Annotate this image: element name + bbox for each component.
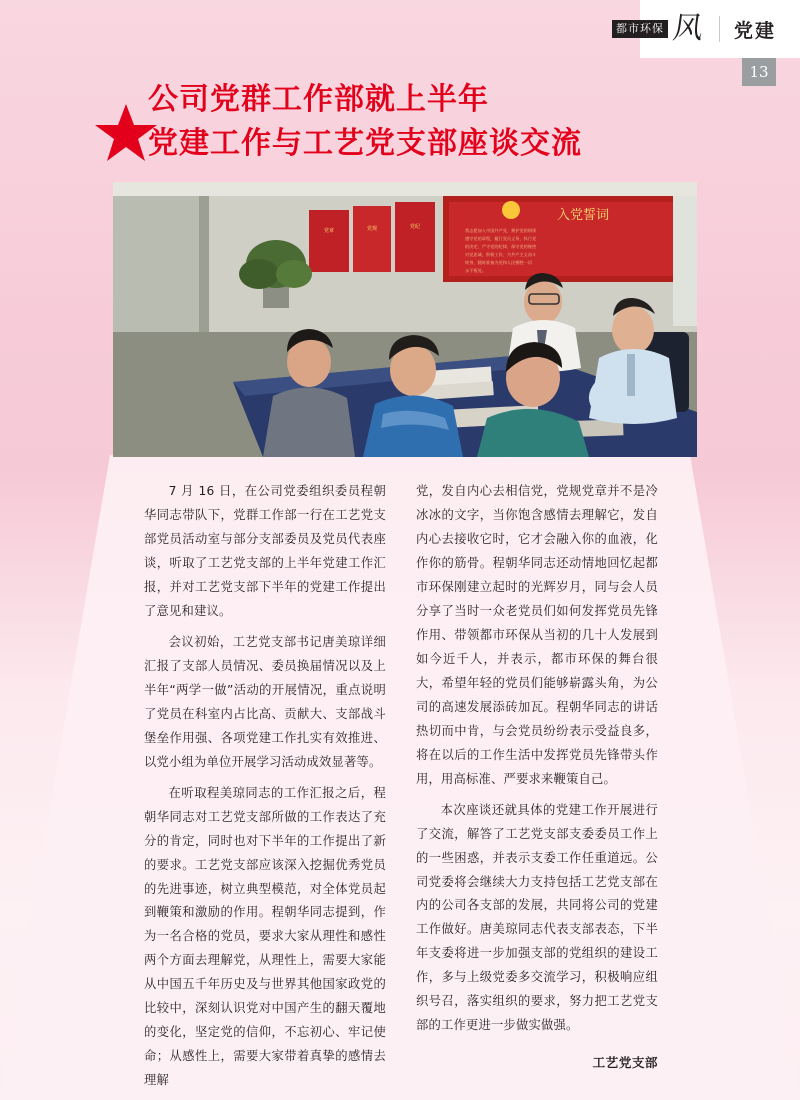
masthead-logo-icon: 风 — [670, 11, 706, 46]
article-photo — [113, 182, 697, 457]
svg-text:入党誓词: 入党誓词 — [556, 208, 610, 223]
masthead — [612, 11, 706, 46]
paragraph: 7 月 16 日，在公司党委组织委员程朝华同志带队下，党群工作部一行在工艺党支部党员活动室与部分支部委员及党员代表座谈，听取了工艺党支部的上半年党建工作汇报，并对工艺党支部下半年的党建工作提出了意见和建议。 — [144, 484, 386, 618]
page-number-badge: 13 — [742, 58, 776, 86]
article-title-line1: 公司党群工作部就上半年 — [148, 82, 489, 117]
svg-text:对党忠诚，积极工作，为共产主义奋斗: 对党忠诚，积极工作，为共产主义奋斗 — [465, 252, 537, 257]
svg-text:永不叛党。: 永不叛党。 — [465, 268, 486, 273]
article-body — [144, 480, 659, 1100]
svg-text:党纪: 党纪 — [409, 224, 421, 230]
header-divider — [719, 16, 720, 42]
body-column-right — [416, 480, 658, 1100]
body-column-left — [144, 480, 386, 1100]
paragraph: 在听取程美琼同志的工作汇报之后，程朝华同志对工艺党支部所做的工作表达了充分的肯定，同时也对下半年的工作提出了新的要求。工艺党支部应该深入挖掘优秀党员的先进事迹，树立典型模范，对全体党员起到鞭策和激励的作用。程朝华同志提到，作为一名合格的党员，要求大家从理性和感性两个方面去理解党，从理性上，需要大家能从中国五千年历史及与世界其他国家政党的比较中，深刻认识党对中国产生的翻天覆地的变化，坚定党的信仰，不忘初心、牢记使命；从感性上，需要大家带着真挚的感情去理解 — [144, 785, 386, 1088]
section-title: 党建 — [733, 19, 776, 42]
masthead-label: 都市环保 — [612, 20, 668, 38]
paragraph: 本次座谈还就具体的党建工作开展进行了交流，解答了工艺党支部支委委员工作上的一些困惑，并表示支委工作任重道远。公司党委将会继续大力支持包括工艺党支部在内的公司各支部的发展，共同将公司的党建工作做好。唐美琼同志代表支部表态，下半年支委将进一步加强支部的党组织的建设工作，多与上级党委多交流学习，积极响应组织号召，落实组织的要求，努力把工艺党支部的工作更进一步做实做强。 — [416, 802, 658, 1033]
article-signature: 工艺党支部 — [592, 1055, 658, 1071]
paragraph: 党，发自内心去相信党，党规党章并不是冷冰冰的文字，当你饱含感情去理解它，发自内心去接收它时，它才会融入你的血液，化作你的筋骨。程朝华同志还动情地回忆起都市环保刚建立起时的光辉岁月，同与会人员分享了当时一众老党员们如何发挥党员先锋作用、带领都市环保从当初的几十人发展到如今近千人，并表示，都市环保的舞台很大，希望年轻的党员们能够崭露头角，为公司的高速发展添砖加瓦。程朝华同志的讲话热切而中肯，与会党员纷纷表示受益良多，将在以后的工作生活中发挥党员先锋带头作用，用高标准、严要求来鞭策自己。 — [416, 484, 658, 786]
svg-text:遵守党的章程，履行党员义务，执行党: 遵守党的章程，履行党员义务，执行党 — [465, 236, 537, 241]
svg-text:党章: 党章 — [323, 228, 335, 234]
page-header — [612, 11, 776, 46]
paragraph: 会议初始，工艺党支部书记唐美琼详细汇报了支部人员情况、委员换届情况以及上半年“两学一做”活动的开展情况，重点说明了党员在科室内占比高、贡献大、支部战斗堡垒作用强、各项党建工作扎实有效推进、以党小组为单位开展学习活动成效显著等。 — [144, 634, 386, 769]
svg-text:党规: 党规 — [366, 226, 378, 232]
svg-text:终身，随时准备为党和人民牺牲一切: 终身，随时准备为党和人民牺牲一切 — [465, 260, 533, 265]
article-title-line2: 党建工作与工艺党支部座谈交流 — [148, 125, 582, 161]
svg-text:我志愿加入中国共产党，拥护党的纲领: 我志愿加入中国共产党，拥护党的纲领 — [465, 228, 537, 233]
svg-text:的决定，严守党的纪律，保守党的秘密: 的决定，严守党的纪律，保守党的秘密 — [465, 244, 537, 249]
article-title — [100, 78, 700, 165]
